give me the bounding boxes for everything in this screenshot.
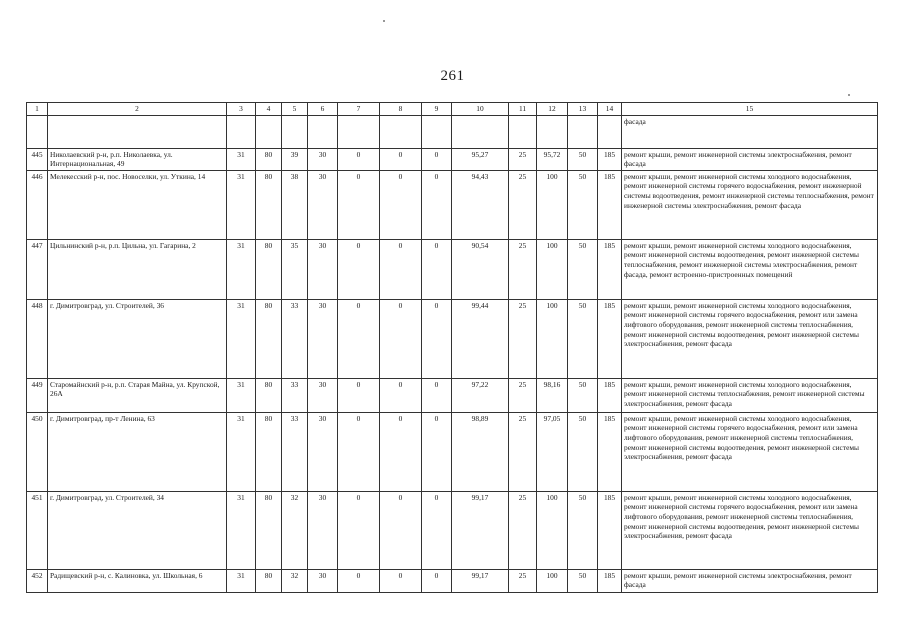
value-cell: 80 bbox=[256, 299, 282, 378]
value-cell: 0 bbox=[422, 378, 452, 412]
value-cell: 0 bbox=[422, 170, 452, 239]
row-number: 446 bbox=[27, 170, 48, 239]
value-cell: 100 bbox=[537, 239, 568, 299]
value-cell: 95,27 bbox=[452, 148, 509, 170]
value-cell: 100 bbox=[537, 299, 568, 378]
value-cell: 50 bbox=[568, 239, 598, 299]
value-cell: 0 bbox=[422, 148, 452, 170]
address-cell: Николаевский р-н, р.п. Николаевка, ул. Интернациональная, 49 bbox=[48, 148, 227, 170]
table-row bbox=[27, 239, 878, 299]
value-cell: 50 bbox=[568, 491, 598, 569]
column-number: 15 bbox=[622, 103, 878, 116]
scan-speck bbox=[848, 94, 850, 96]
value-cell: 32 bbox=[282, 491, 308, 569]
value-cell: 30 bbox=[308, 239, 338, 299]
table-row bbox=[27, 170, 878, 239]
value-cell: 80 bbox=[256, 378, 282, 412]
value-cell: 39 bbox=[282, 148, 308, 170]
scan-speck bbox=[383, 20, 385, 22]
value-cell: 33 bbox=[282, 299, 308, 378]
value-cell: 30 bbox=[308, 412, 338, 491]
value-cell: 30 bbox=[308, 148, 338, 170]
value-cell: 0 bbox=[380, 239, 422, 299]
value-cell: 90,54 bbox=[452, 239, 509, 299]
value-cell: 0 bbox=[338, 299, 380, 378]
value-cell: 0 bbox=[422, 299, 452, 378]
value-cell: 35 bbox=[282, 239, 308, 299]
value-cell: 30 bbox=[308, 378, 338, 412]
value-cell: 0 bbox=[422, 569, 452, 592]
value-cell: 185 bbox=[598, 412, 622, 491]
value-cell: 97,05 bbox=[537, 412, 568, 491]
value-cell: 31 bbox=[227, 491, 256, 569]
value-cell: 100 bbox=[537, 491, 568, 569]
value-cell: 0 bbox=[380, 378, 422, 412]
value-cell: 0 bbox=[380, 412, 422, 491]
column-number: 8 bbox=[380, 103, 422, 116]
value-cell: 30 bbox=[308, 299, 338, 378]
table-row bbox=[27, 378, 878, 412]
works-cell: ремонт крыши, ремонт инженерной системы холодного водоснабжения, ремонт инженерной системы водоотведения, ремонт инженерной системы теплоснабжения, ремонт инженерной системы электроснабжения, ремонт фасада, ремонт встроенно-пристроенных помещений bbox=[622, 239, 878, 299]
value-cell: 0 bbox=[380, 299, 422, 378]
value-cell: 0 bbox=[380, 148, 422, 170]
value-cell: 97,22 bbox=[452, 378, 509, 412]
value-cell: 185 bbox=[598, 239, 622, 299]
column-number: 7 bbox=[338, 103, 380, 116]
column-number: 1 bbox=[27, 103, 48, 116]
housing-registry-table bbox=[26, 102, 878, 593]
value-cell: 80 bbox=[256, 239, 282, 299]
table-body bbox=[27, 103, 878, 593]
value-cell: 98,89 bbox=[452, 412, 509, 491]
column-number: 6 bbox=[308, 103, 338, 116]
table-row bbox=[27, 412, 878, 491]
value-cell: 31 bbox=[227, 148, 256, 170]
row-number: 452 bbox=[27, 569, 48, 592]
value-cell: 30 bbox=[308, 569, 338, 592]
page-number: 261 bbox=[440, 68, 465, 84]
value-cell: 99,44 bbox=[452, 299, 509, 378]
value-cell: 31 bbox=[227, 170, 256, 239]
address-cell: Мелекесский р-н, пос. Новоселки, ул. Уткина, 14 bbox=[48, 170, 227, 239]
value-cell: 99,17 bbox=[452, 569, 509, 592]
value-cell: 185 bbox=[598, 569, 622, 592]
value-cell: 94,43 bbox=[452, 170, 509, 239]
column-number: 10 bbox=[452, 103, 509, 116]
value-cell: 25 bbox=[509, 378, 537, 412]
value-cell: 31 bbox=[227, 412, 256, 491]
value-cell: 31 bbox=[227, 378, 256, 412]
value-cell: 0 bbox=[338, 239, 380, 299]
value-cell: 185 bbox=[598, 378, 622, 412]
value-cell: 25 bbox=[509, 239, 537, 299]
continuation-row bbox=[27, 115, 878, 148]
table-row bbox=[27, 491, 878, 569]
value-cell: 33 bbox=[282, 378, 308, 412]
value-cell: 25 bbox=[509, 412, 537, 491]
value-cell: 80 bbox=[256, 412, 282, 491]
works-cell: фасада bbox=[622, 115, 878, 148]
row-number: 445 bbox=[27, 148, 48, 170]
value-cell: 0 bbox=[338, 491, 380, 569]
works-cell: ремонт крыши, ремонт инженерной системы холодного водоснабжения, ремонт инженерной системы теплоснабжения, ремонт инженерной системы электроснабжения, ремонт фасада bbox=[622, 378, 878, 412]
value-cell: 0 bbox=[422, 239, 452, 299]
column-number: 11 bbox=[509, 103, 537, 116]
value-cell: 0 bbox=[380, 569, 422, 592]
value-cell: 80 bbox=[256, 148, 282, 170]
table-row bbox=[27, 299, 878, 378]
address-cell: Цильнинский р-н, р.п. Цильна, ул. Гагарина, 2 bbox=[48, 239, 227, 299]
column-number: 14 bbox=[598, 103, 622, 116]
column-number: 5 bbox=[282, 103, 308, 116]
column-numbers-row bbox=[27, 103, 878, 116]
value-cell: 185 bbox=[598, 299, 622, 378]
value-cell: 0 bbox=[380, 491, 422, 569]
value-cell: 25 bbox=[509, 491, 537, 569]
row-number: 447 bbox=[27, 239, 48, 299]
value-cell: 185 bbox=[598, 170, 622, 239]
column-number: 9 bbox=[422, 103, 452, 116]
value-cell: 0 bbox=[422, 412, 452, 491]
works-cell: ремонт крыши, ремонт инженерной системы холодного водоснабжения, ремонт инженерной системы горячего водоснабжения, ремонт или замена лифтового оборудования, ремонт инженерной системы теплоснабжения, ремонт инженерной системы водоотведения, ремонт инженерной системы электроснабжения, ремонт фасада bbox=[622, 491, 878, 569]
value-cell: 100 bbox=[537, 170, 568, 239]
works-cell: ремонт крыши, ремонт инженерной системы холодного водоснабжения, ремонт инженерной системы горячего водоснабжения, ремонт инженерной системы водоотведения, ремонт инженерной системы теплоснабжения, ремонт инженерной системы электроснабжения, ремонт фасада bbox=[622, 170, 878, 239]
value-cell: 31 bbox=[227, 239, 256, 299]
value-cell: 50 bbox=[568, 569, 598, 592]
value-cell: 0 bbox=[338, 148, 380, 170]
value-cell: 98,16 bbox=[537, 378, 568, 412]
value-cell: 0 bbox=[380, 170, 422, 239]
value-cell: 25 bbox=[509, 569, 537, 592]
value-cell: 31 bbox=[227, 299, 256, 378]
value-cell: 80 bbox=[256, 569, 282, 592]
value-cell: 50 bbox=[568, 412, 598, 491]
value-cell: 0 bbox=[338, 378, 380, 412]
value-cell: 25 bbox=[509, 299, 537, 378]
value-cell: 95,72 bbox=[537, 148, 568, 170]
value-cell: 185 bbox=[598, 491, 622, 569]
value-cell: 50 bbox=[568, 148, 598, 170]
address-cell: Старомайнский р-н, р.п. Старая Майна, ул. Крупской, 26А bbox=[48, 378, 227, 412]
row-number: 450 bbox=[27, 412, 48, 491]
value-cell: 0 bbox=[338, 170, 380, 239]
address-cell: г. Димитровград, ул. Строителей, 36 bbox=[48, 299, 227, 378]
address-cell: г. Димитровград, ул. Строителей, 34 bbox=[48, 491, 227, 569]
value-cell: 185 bbox=[598, 148, 622, 170]
works-cell: ремонт крыши, ремонт инженерной системы электроснабжения, ремонт фасада bbox=[622, 569, 878, 592]
value-cell: 25 bbox=[509, 148, 537, 170]
works-cell: ремонт крыши, ремонт инженерной системы холодного водоснабжения, ремонт инженерной системы горячего водоснабжения, ремонт или замена лифтового оборудования, ремонт инженерной системы теплоснабжения, ремонт инженерной системы водоотведения, ремонт инженерной системы электроснабжения, ремонт фасада bbox=[622, 412, 878, 491]
value-cell: 50 bbox=[568, 170, 598, 239]
value-cell: 25 bbox=[509, 170, 537, 239]
value-cell: 38 bbox=[282, 170, 308, 239]
works-cell: ремонт крыши, ремонт инженерной системы электроснабжения, ремонт фасада bbox=[622, 148, 878, 170]
value-cell: 50 bbox=[568, 299, 598, 378]
value-cell: 33 bbox=[282, 412, 308, 491]
row-number: 448 bbox=[27, 299, 48, 378]
value-cell: 30 bbox=[308, 491, 338, 569]
works-cell: ремонт крыши, ремонт инженерной системы холодного водоснабжения, ремонт инженерной системы горячего водоснабжения, ремонт или замена лифтового оборудования, ремонт инженерной системы теплоснабжения, ремонт инженерной системы водоотведения, ремонт инженерной системы электроснабжения, ремонт фасада bbox=[622, 299, 878, 378]
address-cell: Радищевский р-н, с. Калиновка, ул. Школьная, 6 bbox=[48, 569, 227, 592]
row-number: 451 bbox=[27, 491, 48, 569]
column-number: 4 bbox=[256, 103, 282, 116]
value-cell: 32 bbox=[282, 569, 308, 592]
value-cell: 50 bbox=[568, 378, 598, 412]
address-cell: г. Димитровград, пр-т Ленина, 63 bbox=[48, 412, 227, 491]
column-number: 3 bbox=[227, 103, 256, 116]
value-cell: 0 bbox=[338, 569, 380, 592]
table-row bbox=[27, 148, 878, 170]
value-cell: 80 bbox=[256, 170, 282, 239]
column-number: 2 bbox=[48, 103, 227, 116]
value-cell: 30 bbox=[308, 170, 338, 239]
value-cell: 100 bbox=[537, 569, 568, 592]
row-number: 449 bbox=[27, 378, 48, 412]
column-number: 13 bbox=[568, 103, 598, 116]
value-cell: 99,17 bbox=[452, 491, 509, 569]
value-cell: 31 bbox=[227, 569, 256, 592]
column-number: 12 bbox=[537, 103, 568, 116]
value-cell: 80 bbox=[256, 491, 282, 569]
table-row bbox=[27, 569, 878, 592]
value-cell: 0 bbox=[422, 491, 452, 569]
value-cell: 0 bbox=[338, 412, 380, 491]
